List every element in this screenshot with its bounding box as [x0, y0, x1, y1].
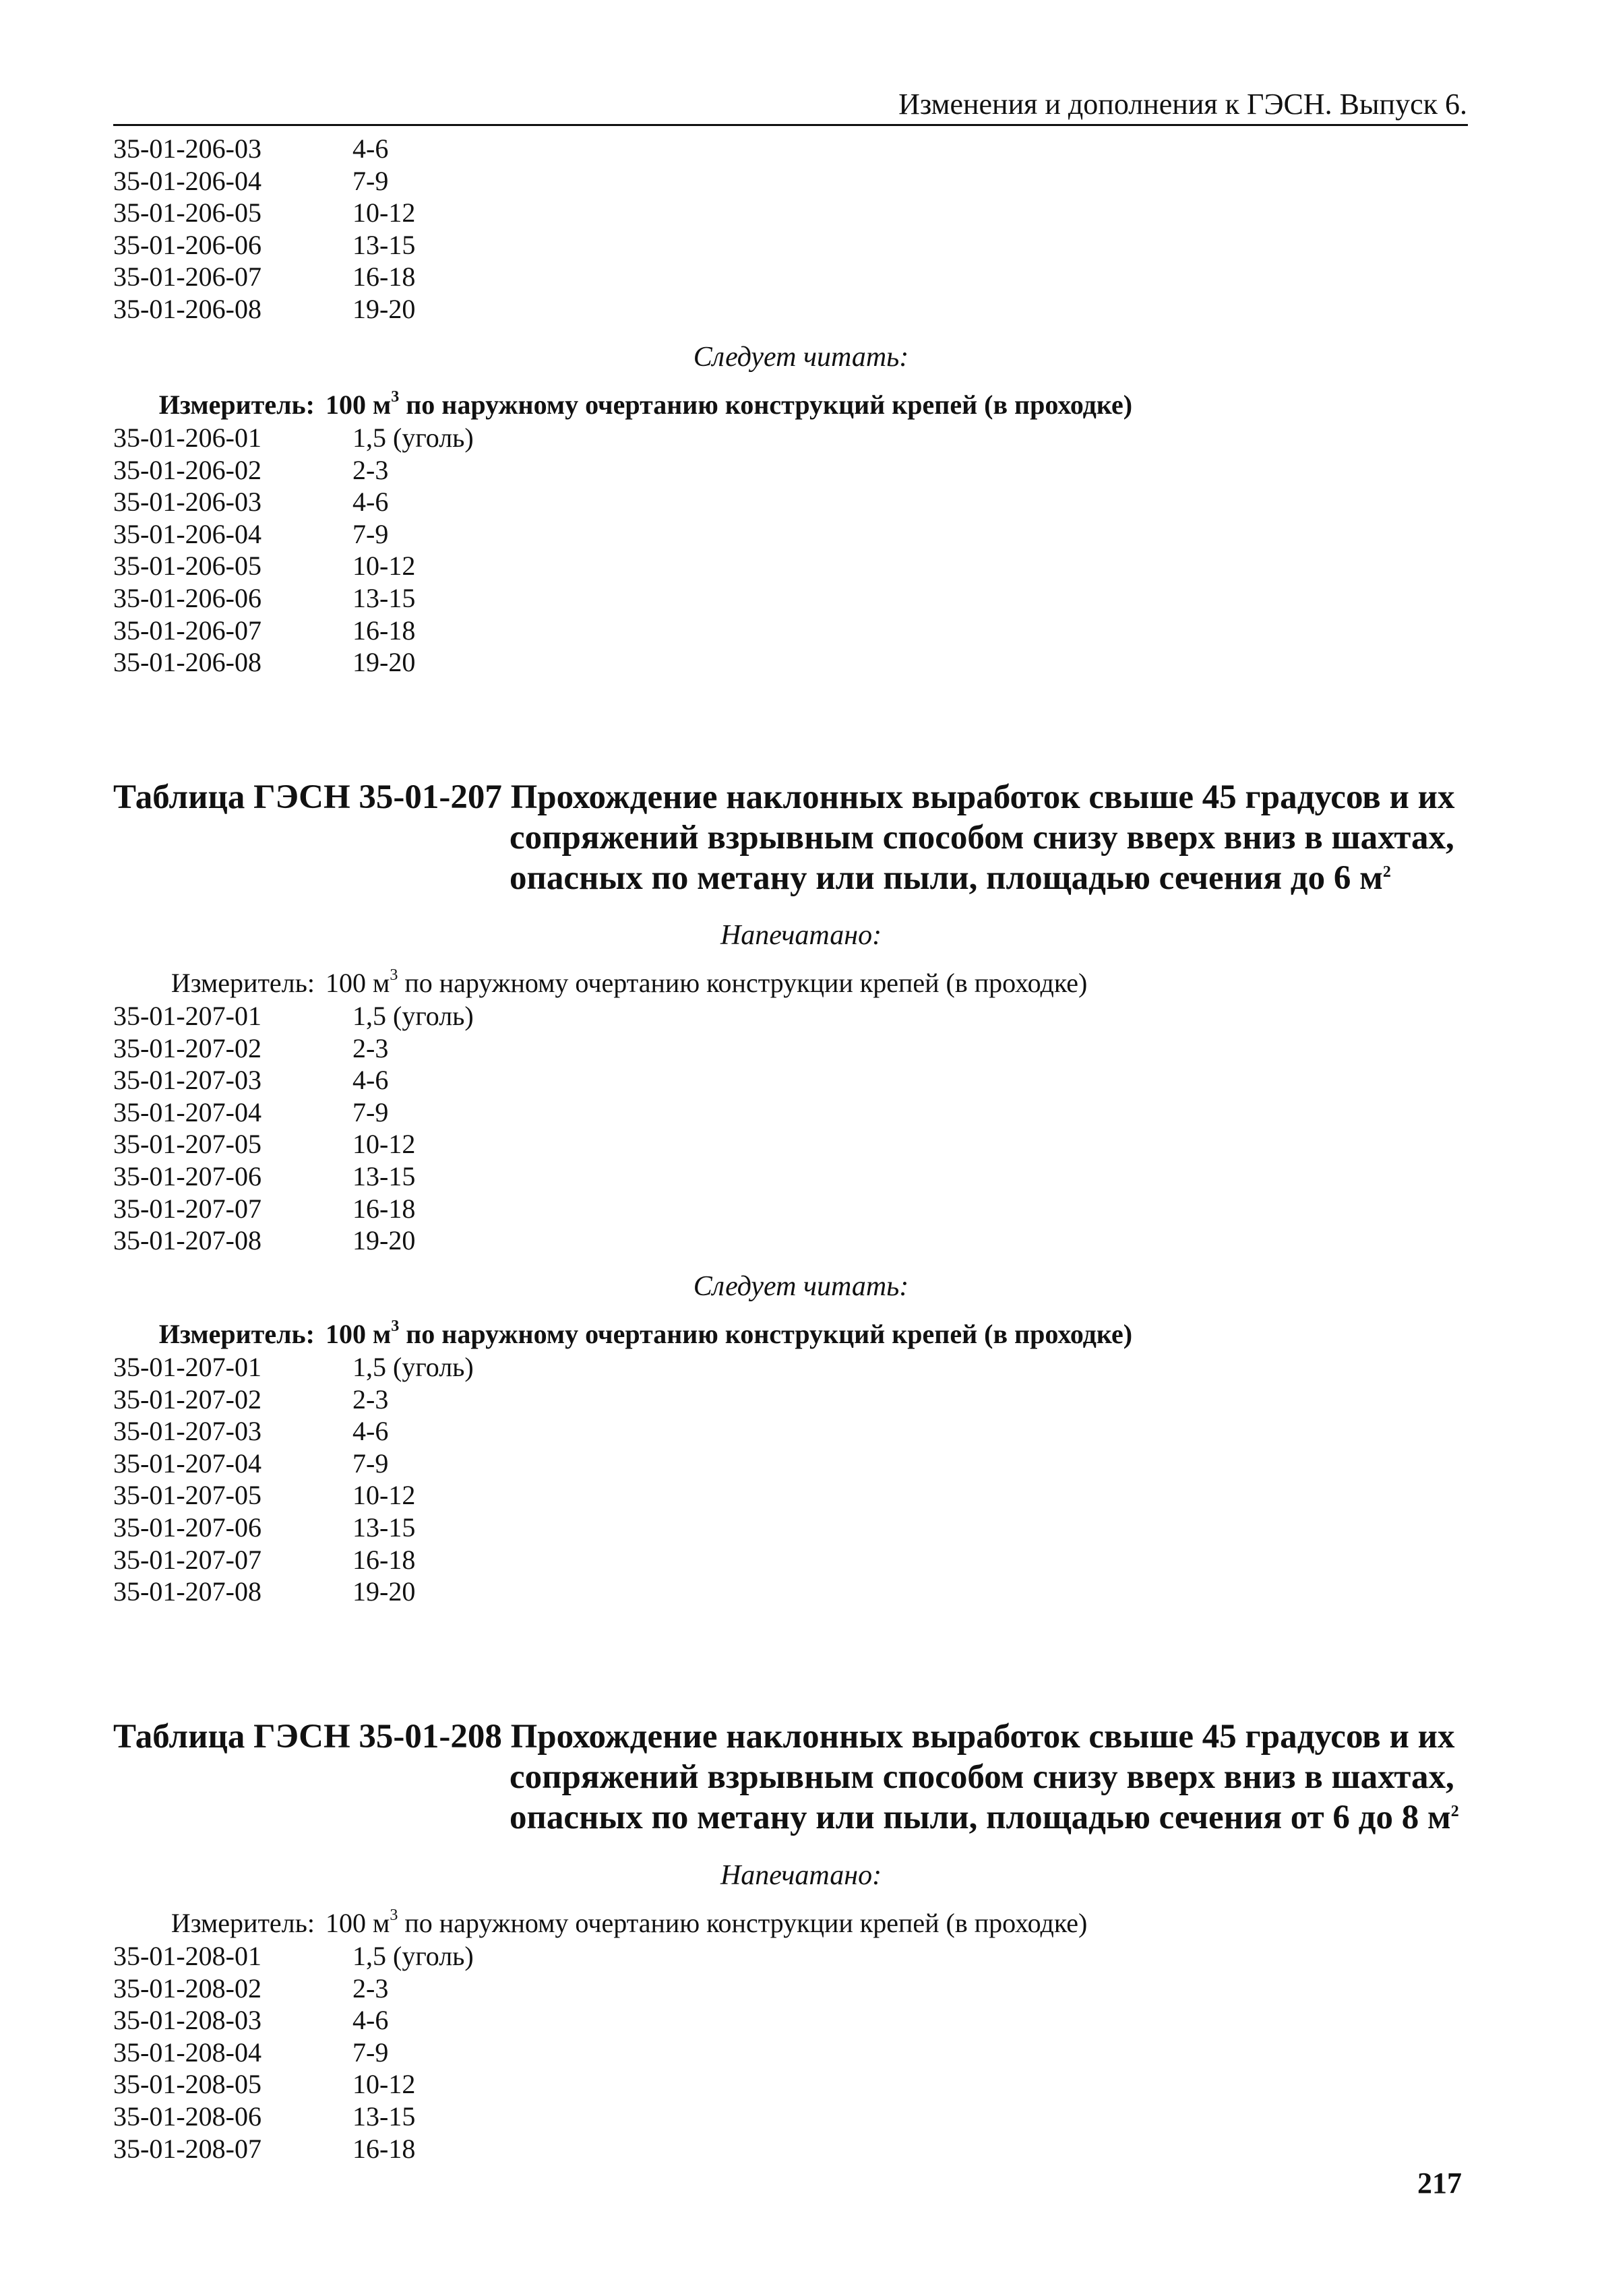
row-code: 35-01-207-03: [113, 1065, 261, 1096]
measure-text: 100 $м^3$ по наружному очертанию конструкции крепей (в проходке): [326, 966, 1088, 998]
row-value: 4-6: [352, 1065, 389, 1096]
row-value: 13-15: [352, 2101, 416, 2132]
measure-label: Измеритель:: [158, 390, 315, 420]
row-value: 4-6: [352, 133, 389, 164]
row-code: 35-01-208-02: [113, 1973, 261, 2004]
row-code: 35-01-206-04: [113, 165, 261, 196]
row-value: 7-9: [352, 2037, 389, 2068]
table-row: [113, 1576, 1132, 1608]
block-207-printed: [113, 966, 1087, 1257]
row-value: 13-15: [352, 1512, 416, 1543]
row-code: 35-01-207-02: [113, 1032, 261, 1063]
row-code: 35-01-206-08: [113, 647, 261, 678]
row-code: 35-01-206-07: [113, 261, 261, 292]
row-value: 19-20: [352, 1225, 416, 1256]
measure-text: 100 $м^3$ по наружному очертанию конструкций крепей (в проходке): [326, 1317, 1133, 1349]
row-value: 13-15: [352, 1160, 416, 1191]
row-value: 2-3: [352, 1973, 389, 2004]
row-value: 7-9: [352, 165, 389, 196]
rows-206-printed-tail: [113, 133, 415, 325]
row-code: 35-01-206-07: [113, 615, 261, 646]
table-row: [113, 582, 1132, 615]
row-code: 35-01-206-06: [113, 229, 261, 260]
measure-text: 100 $м^3$ по наружному очертанию конструкции крепей (в проходке): [326, 1906, 1088, 1938]
row-code: 35-01-207-01: [113, 1352, 261, 1382]
row-code: 35-01-207-01: [113, 1001, 261, 1031]
table-row: [113, 1096, 1087, 1129]
table-row: [113, 2037, 1087, 2069]
row-value: 7-9: [352, 1448, 389, 1479]
table-row: [113, 518, 1132, 551]
table-row: [113, 646, 1132, 679]
row-code: 35-01-206-05: [113, 551, 261, 582]
measure-line: [113, 1317, 1132, 1351]
row-value: 4-6: [352, 2005, 389, 2036]
table-row: [113, 2101, 1087, 2133]
row-code: 35-01-206-06: [113, 582, 261, 613]
row-value: 7-9: [352, 1096, 389, 1127]
table-row: [113, 454, 1132, 487]
measure-label: Измеритель:: [171, 968, 315, 998]
table-row: [113, 2004, 1087, 2037]
caption-207-printed: Напечатано:: [720, 920, 882, 951]
table-row: [113, 1384, 1132, 1416]
row-value: 10-12: [352, 551, 416, 582]
table-row: [113, 1032, 1087, 1065]
measure-line: [113, 1906, 1087, 1940]
row-code: 35-01-207-07: [113, 1544, 261, 1575]
measure-label: Измеритель:: [171, 1908, 315, 1938]
table-row: [113, 133, 415, 165]
header-rule: [113, 124, 1468, 126]
table-row: [113, 1224, 1087, 1257]
row-value: 1,5 (уголь): [352, 1941, 474, 1971]
row-value: 4-6: [352, 1416, 389, 1447]
measure-line: [113, 966, 1087, 1000]
row-value: 13-15: [352, 582, 416, 613]
row-code: 35-01-208-01: [113, 1941, 261, 1971]
row-code: 35-01-207-06: [113, 1160, 261, 1191]
block-208-printed: [113, 1906, 1087, 2165]
row-code: 35-01-207-02: [113, 1384, 261, 1415]
table-row: [113, 2133, 1087, 2165]
measure-label: Измеритель:: [158, 1319, 315, 1349]
row-code: 35-01-208-05: [113, 2069, 261, 2100]
table-row: [113, 1415, 1132, 1448]
row-code: 35-01-207-06: [113, 1512, 261, 1543]
row-value: 16-18: [352, 615, 416, 646]
row-value: 1,5 (уголь): [352, 1352, 474, 1382]
row-code: 35-01-206-02: [113, 454, 261, 485]
row-value: 2-3: [352, 1032, 389, 1063]
rows-208-printed: [113, 1940, 1087, 2165]
row-value: 19-20: [352, 293, 416, 324]
row-code: 35-01-206-03: [113, 487, 261, 518]
table-row: [113, 1512, 1132, 1544]
row-code: 35-01-206-01: [113, 423, 261, 453]
row-code: 35-01-208-06: [113, 2101, 261, 2132]
row-value: 10-12: [352, 197, 416, 228]
table-row: [113, 165, 415, 197]
row-code: 35-01-207-04: [113, 1096, 261, 1127]
caption-206-corrected: Следует читать:: [693, 342, 909, 373]
rows-206-corrected: [113, 422, 1132, 679]
row-value: 16-18: [352, 1193, 416, 1224]
row-value: 16-18: [352, 2133, 416, 2164]
row-code: 35-01-206-05: [113, 197, 261, 228]
row-code: 35-01-207-08: [113, 1576, 261, 1607]
measure-text: 100 $м^3$ по наружному очертанию конструкций крепей (в проходке): [326, 388, 1133, 420]
row-code: 35-01-207-08: [113, 1225, 261, 1256]
row-value: 10-12: [352, 2069, 416, 2100]
table-row: [113, 2068, 1087, 2101]
row-value: 10-12: [352, 1480, 416, 1511]
row-code: 35-01-207-05: [113, 1129, 261, 1160]
block-206-corrected: [113, 388, 1132, 679]
table-row: [113, 486, 1132, 518]
table-row: [113, 422, 1132, 454]
row-code: 35-01-206-04: [113, 518, 261, 549]
row-code: 35-01-207-07: [113, 1193, 261, 1224]
block-207-corrected: [113, 1317, 1132, 1608]
table-row: [113, 293, 415, 325]
row-value: 19-20: [352, 647, 416, 678]
row-code: 35-01-208-03: [113, 2005, 261, 2036]
row-value: 2-3: [352, 454, 389, 485]
row-value: 4-6: [352, 487, 389, 518]
table-row: [113, 615, 1132, 647]
table-row: [113, 229, 415, 261]
row-value: 19-20: [352, 1576, 416, 1607]
rows-207-corrected: [113, 1351, 1132, 1608]
row-value: 10-12: [352, 1129, 416, 1160]
row-value: 13-15: [352, 229, 416, 260]
row-code: 35-01-208-04: [113, 2037, 261, 2068]
measure-line: [113, 388, 1132, 422]
rows-207-printed: [113, 1000, 1087, 1257]
table-208-title: Таблица ГЭСН 35-01-208 Прохождение наклонных выработок свыше 45 градусов и их сопряжений взрывным способом снизу вверх вниз в шахтах, опасных по метану или пыли, площадью сечения от 6 до 8 $м^2$: [113, 1718, 1459, 1836]
row-code: 35-01-207-05: [113, 1480, 261, 1511]
table-row: [113, 1940, 1087, 1973]
table-row: [113, 1128, 1087, 1160]
table-row: [113, 1351, 1132, 1384]
running-header: Изменения и дополнения к ГЭСН. Выпуск 6.: [898, 88, 1467, 121]
caption-208-printed: Напечатано:: [720, 1860, 882, 1891]
table-row: [113, 1544, 1132, 1576]
table-207-title: Таблица ГЭСН 35-01-207 Прохождение наклонных выработок свыше 45 градусов и их сопряжений взрывным способом снизу вверх вниз в шахтах, опасных по метану или пыли, площадью сечения до 6 $м^2$: [113, 778, 1455, 897]
row-code: 35-01-206-08: [113, 293, 261, 324]
row-value: 7-9: [352, 518, 389, 549]
caption-207-corrected: Следует читать:: [693, 1271, 909, 1302]
row-code: 35-01-207-03: [113, 1416, 261, 1447]
row-code: 35-01-207-04: [113, 1448, 261, 1479]
row-value: 1,5 (уголь): [352, 1001, 474, 1031]
table-row: [113, 1479, 1132, 1512]
row-code: 35-01-206-03: [113, 133, 261, 164]
row-value: 16-18: [352, 261, 416, 292]
table-row: [113, 1064, 1087, 1096]
row-value: 1,5 (уголь): [352, 423, 474, 453]
table-row: [113, 1193, 1087, 1225]
table-row: [113, 1448, 1132, 1480]
row-code: 35-01-208-07: [113, 2133, 261, 2164]
table-row: [113, 197, 415, 229]
table-row: [113, 1973, 1087, 2005]
row-value: 2-3: [352, 1384, 389, 1415]
page-number: 217: [1417, 2167, 1462, 2200]
table-row: [113, 1160, 1087, 1193]
table-row: [113, 261, 415, 293]
table-row: [113, 1000, 1087, 1032]
table-row: [113, 550, 1132, 582]
row-value: 16-18: [352, 1544, 416, 1575]
